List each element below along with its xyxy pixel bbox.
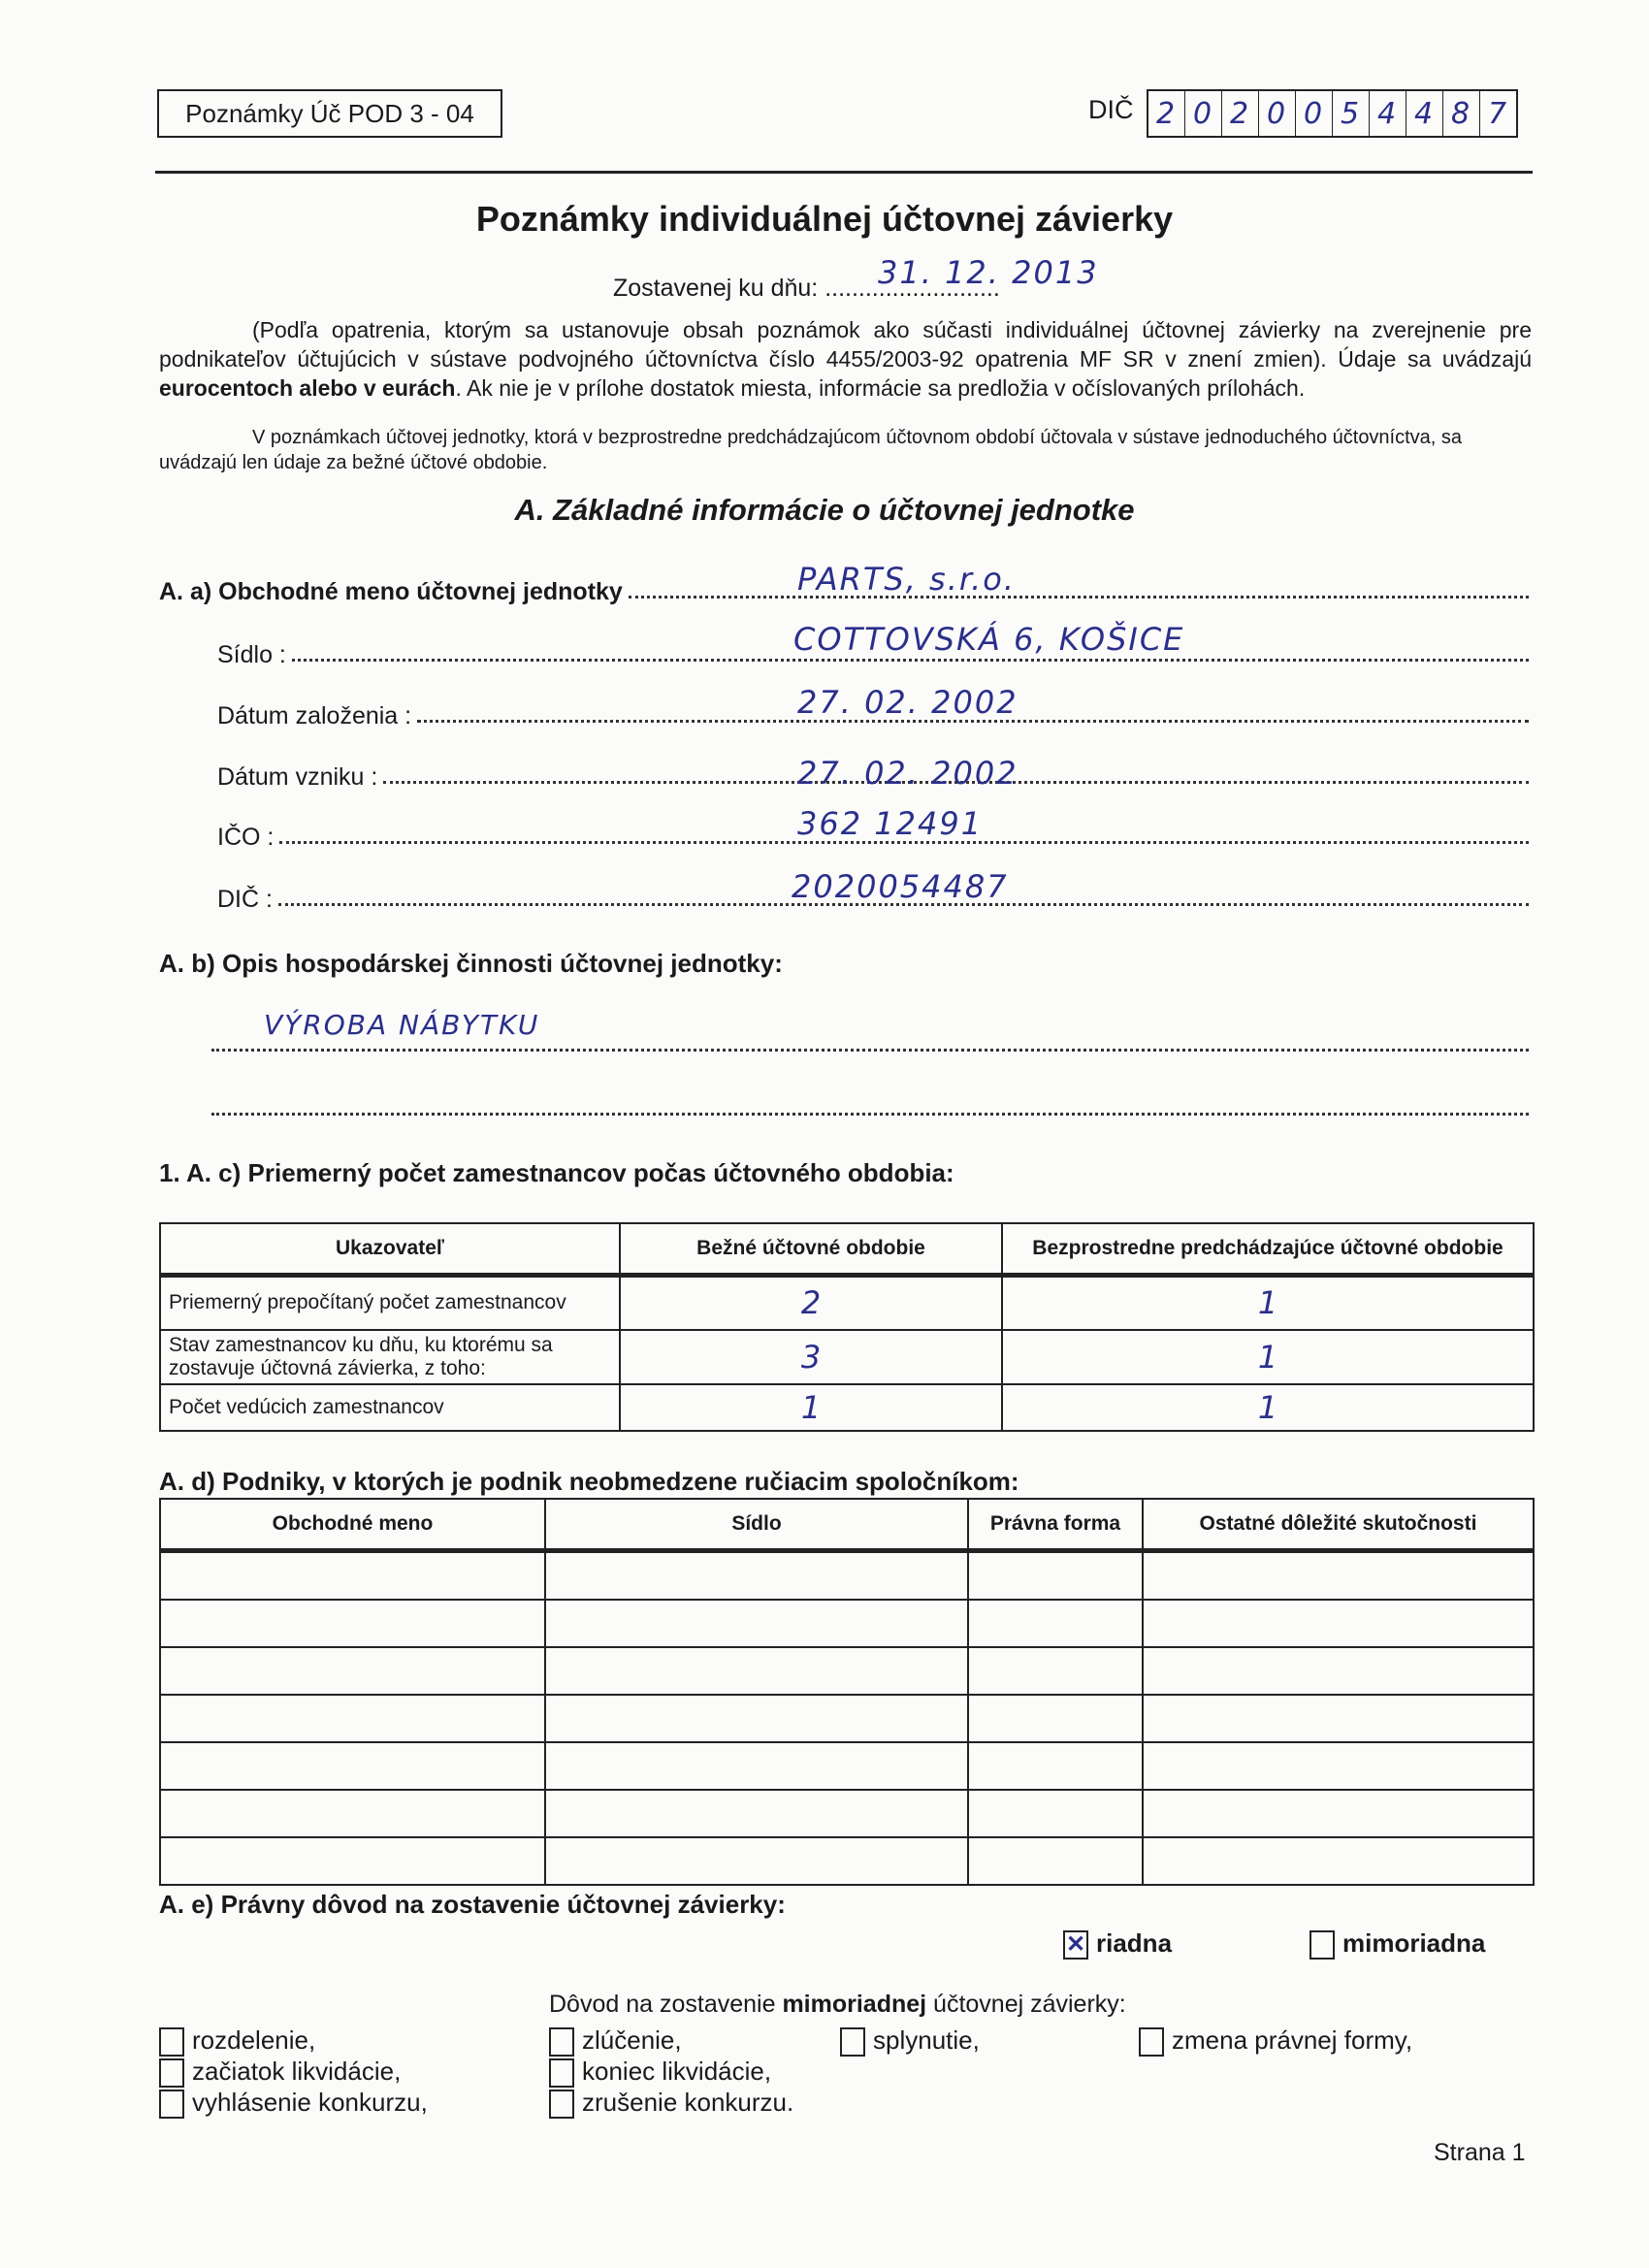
table-row bbox=[160, 1551, 1534, 1601]
checkbox-liquidation-end[interactable] bbox=[549, 2058, 574, 2088]
dic-digit[interactable]: 8 bbox=[1443, 91, 1480, 136]
extraordinary-reason-title: Dôvod na zostavenie mimoriadnej účtovnej závierky: bbox=[549, 1991, 1126, 2018]
field-created: Dátum vzniku : bbox=[217, 753, 1529, 792]
page-title: Poznámky individuálnej účtovnej závierky bbox=[475, 199, 1174, 239]
employees-title: 1. A. c) Priemerný počet zamestnancov počas účtovného obdobia: bbox=[159, 1158, 954, 1187]
checkbox-liquidation-start[interactable] bbox=[159, 2058, 184, 2088]
dic-digit[interactable]: 0 bbox=[1296, 91, 1333, 136]
header-current: Bežné účtovné obdobie bbox=[620, 1223, 1002, 1276]
checkbox-extraordinary[interactable] bbox=[1310, 1930, 1335, 1960]
header-business-name: Obchodné meno bbox=[160, 1499, 545, 1551]
dic-value[interactable]: 2020054487 bbox=[792, 868, 1009, 905]
option-legal-form-change[interactable]: zmena právnej formy, bbox=[1139, 2025, 1412, 2057]
field-business-name: A. a) Obchodné meno účtovnej jednotky bbox=[159, 567, 1529, 606]
option-bankruptcy-cancel[interactable]: zrušenie konkurzu. bbox=[549, 2088, 793, 2119]
checkbox-consolidation[interactable] bbox=[840, 2027, 865, 2057]
partnerships-title: A. d) Podniky, v ktorých je podnik neobmedzene ručiacim spoločníkom: bbox=[159, 1467, 1019, 1496]
legal-reason-title: A. e) Právny dôvod na zostavenie účtovnej závierky: bbox=[159, 1890, 786, 1919]
intro-emphasis: eurocentoch alebo v eurách bbox=[159, 375, 456, 401]
table-row bbox=[160, 1695, 1534, 1742]
activity-line-1 bbox=[211, 1048, 1529, 1052]
header-seat: Sídlo bbox=[545, 1499, 968, 1551]
option-extraordinary[interactable]: mimoriadna bbox=[1310, 1928, 1485, 1960]
dated-value[interactable]: 31. 12. 2013 bbox=[878, 254, 1099, 291]
field-seat: Sídlo : bbox=[217, 631, 1529, 669]
form-id: Poznámky Úč POD 3 - 04 bbox=[185, 98, 474, 128]
dic-digit[interactable]: 5 bbox=[1333, 91, 1370, 136]
dic-digit[interactable]: 2 bbox=[1222, 91, 1259, 136]
table-row bbox=[160, 1790, 1534, 1837]
header-legal-form: Právna forma bbox=[968, 1499, 1143, 1551]
option-bankruptcy[interactable]: vyhlásenie konkurzu, bbox=[159, 2088, 428, 2119]
section-a-title: A. Základné informácie o účtovnej jednotke bbox=[514, 493, 1135, 527]
table-row bbox=[160, 1647, 1534, 1695]
option-liquidation-end[interactable]: koniec likvidácie, bbox=[549, 2057, 771, 2088]
activity-line-2 bbox=[211, 1112, 1529, 1116]
seat-value[interactable]: COTTOVSKÁ 6, KOŠICE bbox=[793, 621, 1185, 658]
dic-digit[interactable]: 7 bbox=[1487, 96, 1509, 131]
created-value[interactable]: 27. 02. 2002 bbox=[797, 755, 1018, 792]
checkbox-legal-form-change[interactable] bbox=[1139, 2027, 1164, 2057]
field-dic: DIČ : bbox=[217, 875, 1529, 914]
employees-table bbox=[159, 1222, 1535, 1432]
dic-digit[interactable]: 0 bbox=[1185, 91, 1222, 136]
dic-digit[interactable]: 4 bbox=[1370, 91, 1406, 136]
founded-value[interactable]: 27. 02. 2002 bbox=[797, 684, 1018, 721]
dic-boxes bbox=[1147, 89, 1518, 138]
activity-label: A. b) Opis hospodárskej činnosti účtovnej jednotky: bbox=[159, 949, 783, 978]
field-ico: IČO : bbox=[217, 813, 1529, 852]
header-other-facts: Ostatné dôležité skutočnosti bbox=[1143, 1499, 1534, 1551]
business-name-value[interactable]: PARTS, s.r.o. bbox=[797, 561, 1017, 598]
page-number: Strana 1 bbox=[1434, 2139, 1526, 2166]
checkbox-bankruptcy-cancel[interactable] bbox=[549, 2090, 574, 2119]
activity-value[interactable]: VÝROBA NÁBYTKU bbox=[264, 1009, 540, 1041]
table-row: Počet vedúcich zamestnancov 1 1 bbox=[160, 1384, 1534, 1431]
table-row bbox=[160, 1742, 1534, 1790]
checkbox-bankruptcy[interactable] bbox=[159, 2090, 184, 2119]
intro-paragraph: (Podľa opatrenia, ktorým sa ustanovuje obsah poznámok ako súčasti individuálnej účtovnej závierky na zverejnenie pre podnikateľov účtujúcich v sústave podvojného účtovníctva číslo 4455/2003-92 opatrenia MF SR v znení zmien). Údaje sa uvádzajú eurocentoch alebo v eurách. Ak nie je v prílohe dostatok miesta, informácie sa predložia v očíslovaných prílohách. bbox=[159, 317, 1532, 401]
dic-label: DIČ bbox=[1088, 95, 1134, 124]
table-row bbox=[160, 1600, 1534, 1647]
partnerships-table bbox=[159, 1498, 1535, 1886]
option-merger[interactable]: zlúčenie, bbox=[549, 2025, 682, 2057]
note-paragraph: V poznámkach účtovej jednotky, ktorá v bezprostredne predchádzajúcom účtovnom období účtovala v sústave jednoduchého účtovníctva, sa uvádzajú len údaje za bežné účtové obdobie. bbox=[159, 427, 1463, 473]
header-indicator: Ukazovateľ bbox=[160, 1223, 620, 1276]
table-row: Stav zamestnancov ku dňu, ku ktorému sa zostavuje účtovná závierka, z toho: 3 1 bbox=[160, 1330, 1534, 1384]
form-id-box bbox=[157, 89, 502, 138]
checkbox-merger[interactable] bbox=[549, 2027, 574, 2057]
dic-digit[interactable]: 2 bbox=[1148, 91, 1185, 136]
field-founded: Dátum založenia : bbox=[217, 692, 1529, 730]
dated-label: Zostavenej ku dňu: .......................... bbox=[613, 275, 1000, 302]
checkbox-division[interactable] bbox=[159, 2027, 184, 2057]
option-liquidation-start[interactable]: začiatok likvidácie, bbox=[159, 2057, 401, 2088]
option-consolidation[interactable]: splynutie, bbox=[840, 2025, 980, 2057]
header-divider bbox=[155, 171, 1533, 174]
option-regular[interactable]: ✕riadna bbox=[1063, 1928, 1172, 1960]
ico-value[interactable]: 362 12491 bbox=[797, 805, 984, 842]
option-division[interactable]: rozdelenie, bbox=[159, 2025, 315, 2057]
table-row: Priemerný prepočítaný počet zamestnancov 2 1 bbox=[160, 1276, 1534, 1330]
checkbox-regular[interactable] bbox=[1063, 1930, 1088, 1960]
table-row bbox=[160, 1837, 1534, 1885]
dic-digit[interactable]: 0 bbox=[1259, 91, 1296, 136]
dic-digit[interactable]: 4 bbox=[1406, 91, 1443, 136]
header-previous: Bezprostredne predchádzajúce účtovné obdobie bbox=[1002, 1223, 1534, 1276]
